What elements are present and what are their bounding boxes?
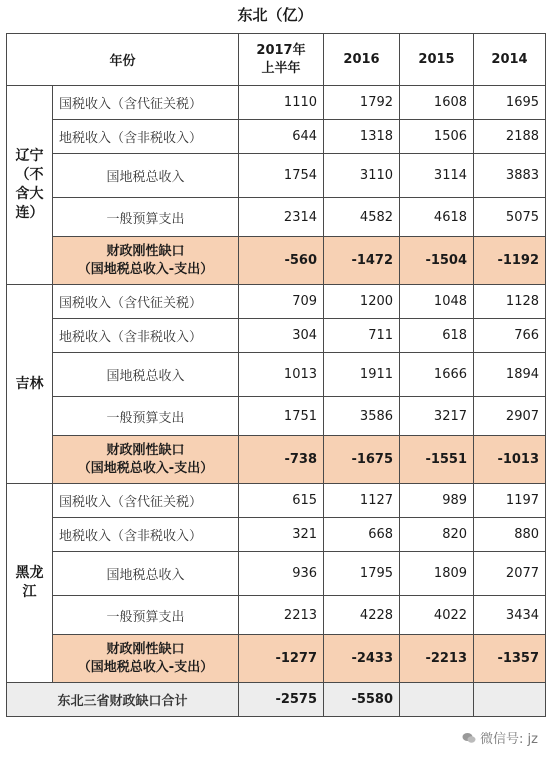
gap-value-cell: -2433 [324, 635, 400, 683]
value-cell: 1695 [474, 86, 546, 120]
value-cell: 1751 [239, 397, 324, 436]
table-row [7, 353, 546, 397]
value-cell: 1110 [239, 86, 324, 120]
gap-value-cell: -1277 [239, 635, 324, 683]
value-cell: 1809 [400, 552, 474, 596]
gap-value-cell: -2213 [400, 635, 474, 683]
value-cell: 4022 [400, 596, 474, 635]
gap-value-cell: -1675 [324, 436, 400, 484]
region-name: 辽宁 （不 含大 连） [7, 86, 53, 285]
gap-row [7, 635, 546, 683]
year-column-header: 2014 [474, 34, 546, 86]
region-name: 黑龙 江 [7, 484, 53, 683]
watermark-text: 微信号: jz [480, 732, 538, 747]
table-row [7, 484, 546, 518]
value-cell: 4618 [400, 198, 474, 237]
value-cell: 936 [239, 552, 324, 596]
value-cell: 3434 [474, 596, 546, 635]
value-cell: 3586 [324, 397, 400, 436]
value-cell: 1128 [474, 285, 546, 319]
row-label: 国地税总收入 [53, 552, 239, 596]
value-cell: 1048 [400, 285, 474, 319]
value-cell: 1894 [474, 353, 546, 397]
gap-value-cell: -1357 [474, 635, 546, 683]
value-cell: 880 [474, 518, 546, 552]
row-label: 一般预算支出 [53, 397, 239, 436]
table-row [7, 596, 546, 635]
total-value-cell [474, 683, 546, 717]
table-row [7, 518, 546, 552]
table-row [7, 285, 546, 319]
gap-value-cell: -1504 [400, 237, 474, 285]
value-cell: 2907 [474, 397, 546, 436]
value-cell: 618 [400, 319, 474, 353]
gap-value-cell: -1472 [324, 237, 400, 285]
value-cell: 304 [239, 319, 324, 353]
table-row [7, 198, 546, 237]
watermark [460, 728, 540, 747]
value-cell: 668 [324, 518, 400, 552]
row-label: 一般预算支出 [53, 596, 239, 635]
value-cell: 3110 [324, 154, 400, 198]
value-cell: 1013 [239, 353, 324, 397]
value-cell: 2213 [239, 596, 324, 635]
value-cell: 615 [239, 484, 324, 518]
year-header: 年份 [7, 34, 239, 86]
gap-label: 财政刚性缺口 （国地税总收入-支出） [53, 237, 239, 285]
value-cell: 711 [324, 319, 400, 353]
value-cell: 321 [239, 518, 324, 552]
value-cell: 1506 [400, 120, 474, 154]
value-cell: 5075 [474, 198, 546, 237]
value-cell: 2314 [239, 198, 324, 237]
value-cell: 1318 [324, 120, 400, 154]
table-row [7, 154, 546, 198]
region-name: 吉林 [7, 285, 53, 484]
total-value-cell: -5580 [324, 683, 400, 717]
table-row [7, 86, 546, 120]
year-column-header: 2015 [400, 34, 474, 86]
total-label: 东北三省财政缺口合计 [7, 683, 239, 717]
value-cell: 3217 [400, 397, 474, 436]
value-cell: 3883 [474, 154, 546, 198]
table-title: 东北（亿） [237, 6, 313, 24]
row-label: 国税收入（含代征关税） [53, 285, 239, 319]
total-value-cell: -2575 [239, 683, 324, 717]
value-cell: 1127 [324, 484, 400, 518]
value-cell: 1666 [400, 353, 474, 397]
year-column-header: 2016 [324, 34, 400, 86]
row-label: 地税收入（含非税收入） [53, 319, 239, 353]
value-cell: 1911 [324, 353, 400, 397]
row-label: 地税收入（含非税收入） [53, 518, 239, 552]
value-cell: 1795 [324, 552, 400, 596]
row-label: 国税收入（含代征关税） [53, 484, 239, 518]
year-column-header: 2017年 上半年 [239, 34, 324, 86]
value-cell: 766 [474, 319, 546, 353]
value-cell: 1608 [400, 86, 474, 120]
value-cell: 4228 [324, 596, 400, 635]
table-row [7, 120, 546, 154]
header-row [7, 34, 546, 86]
table-row [7, 397, 546, 436]
total-row [7, 683, 546, 717]
value-cell: 644 [239, 120, 324, 154]
value-cell: 2188 [474, 120, 546, 154]
value-cell: 4582 [324, 198, 400, 237]
gap-row [7, 237, 546, 285]
table-row [7, 552, 546, 596]
row-label: 地税收入（含非税收入） [53, 120, 239, 154]
value-cell: 989 [400, 484, 474, 518]
row-label: 国税收入（含代征关税） [53, 86, 239, 120]
total-value-cell [400, 683, 474, 717]
value-cell: 2077 [474, 552, 546, 596]
row-label: 国地税总收入 [53, 353, 239, 397]
table-row [7, 319, 546, 353]
fiscal-gap-table [6, 33, 546, 717]
gap-value-cell: -738 [239, 436, 324, 484]
row-label: 国地税总收入 [53, 154, 239, 198]
value-cell: 3114 [400, 154, 474, 198]
value-cell: 709 [239, 285, 324, 319]
value-cell: 1197 [474, 484, 546, 518]
gap-row [7, 436, 546, 484]
gap-label: 财政刚性缺口 （国地税总收入-支出） [53, 635, 239, 683]
wechat-icon [462, 732, 476, 744]
gap-value-cell: -1013 [474, 436, 546, 484]
value-cell: 1754 [239, 154, 324, 198]
gap-value-cell: -1551 [400, 436, 474, 484]
gap-value-cell: -1192 [474, 237, 546, 285]
value-cell: 1792 [324, 86, 400, 120]
value-cell: 1200 [324, 285, 400, 319]
row-label: 一般预算支出 [53, 198, 239, 237]
gap-label: 财政刚性缺口 （国地税总收入-支出） [53, 436, 239, 484]
value-cell: 820 [400, 518, 474, 552]
gap-value-cell: -560 [239, 237, 324, 285]
